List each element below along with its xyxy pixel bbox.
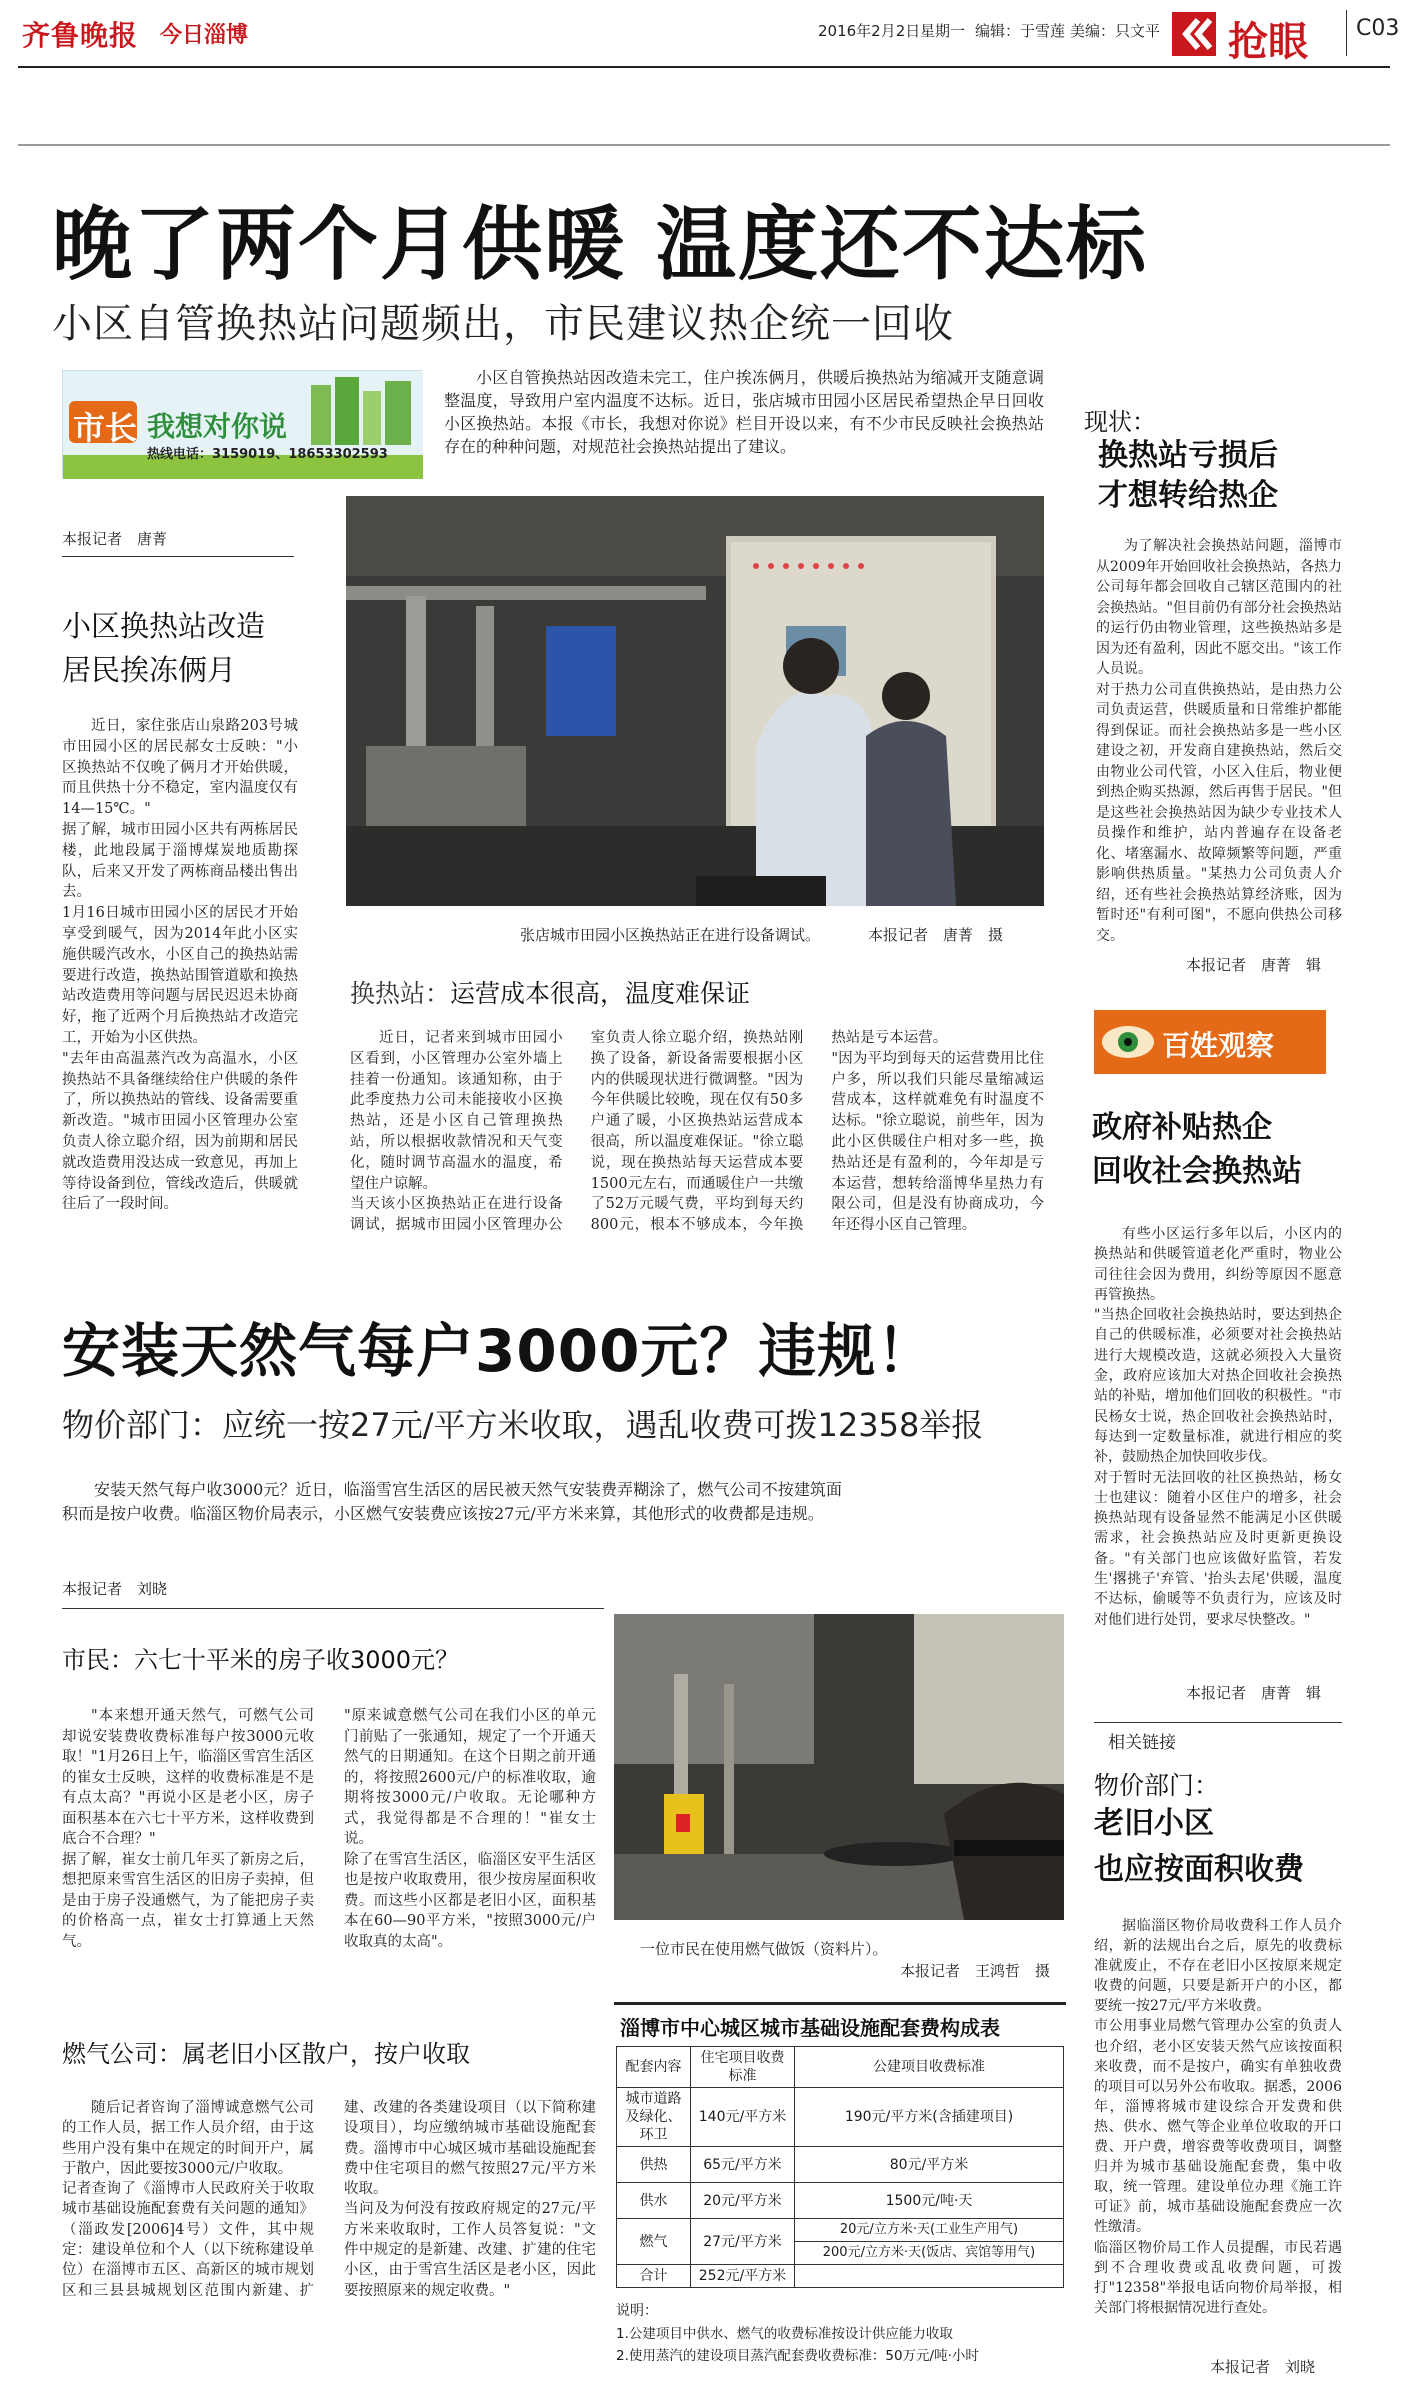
fee-table-cell: 200元/立方米·天(饭店、宾馆等用气) (795, 2242, 1064, 2265)
story2-sec2-body: 随后记者咨询了淄博诚意燃气公司的工作人员，据工作人员介绍，由于这些用户没有集中在规定的时间开户，属于散户，因此要按3000元/户收取。 记者查询了《淄博市人民政府关于收取城市基础设施配套费有关问题的通知》（淄政发[2006]4号）文件，其中规定：建设单位和个人（以下统称建设单位）在淄博市五区、高新区的城市规划区和三县县城规划区范围内新建、扩建、改建的各类建设项目（以下简称建设项目），均应缴纳城市基础设施配套费。淄博市中心城区城市基础设施配套费中住宅项目的燃气按照27元/平方米收取。 当问及为何没有按政府规定的27元/平方米来收取时，工作人员答复说："文件中规定的是新建、改建、扩建的住宅小区，由于雪宫生活区是老小区，因此要按照原来的规定收费。" (62, 2100, 596, 2299)
fee-table-row (617, 2183, 1064, 2219)
story2-sec2-heading-prefix: 燃气公司： (62, 2040, 182, 2068)
fee-table-cell: 140元/平方米 (691, 2088, 795, 2147)
story1-byline: 本报记者 唐菁 (62, 530, 168, 548)
fee-table-cell (795, 2265, 1064, 2288)
fee-table-cell: 190元/平方米(含插建项目) (795, 2088, 1064, 2147)
sidebar1-byline: 本报记者 唐菁 辑 (1186, 956, 1322, 974)
fee-table-cell: 城市道路及绿化、环卫 (617, 2088, 691, 2147)
story1-sec1-heading-line2: 居民挨冻俩月 (62, 653, 237, 687)
story2-sec2-heading (62, 2034, 470, 2069)
mayor-column-banner (62, 370, 422, 478)
sidebar1-body: 为了解决社会换热站问题，淄博市从2009年开始回收社会换热站，各热力公司每年都会回收自己辖区范围内的社会换热站。"但目前仍有部分社会换热站的运行仍由物业管理，这些换热站多是因为还有盈利，因此不愿交出。"该工作人员说。 对于热力公司直供换热站，是由热力公司负责运营，供暖质量和日常维护都能得到保证。而社会换热站多是一些小区建设之初，开发商自建换热站，然后交由物业公司代管，小区入住后，物业便到热企购买热源，然后再售于居民。"但是这些社会换热站因为缺少专业技术人员操作和维护，站内普遍存在设备老化、堵塞漏水、故障频繁等问题，严重影响供热质量。"某热力公司负责人介绍，还有些社会换热站算经济账，因为暂时还"有利可图"，不愿向供热公司移交。 (1096, 538, 1342, 944)
fee-table-cell: 252元/平方米 (691, 2265, 795, 2288)
sidebar1-heading-line2: 才想转给热企 (1098, 478, 1278, 513)
story2-lead: 安装天然气每户收3000元？近日，临淄雪宫生活区的居民被天然气安装费弄糊涂了，燃气公司不按建筑面积而是按户收费。临淄区物价局表示，小区燃气安装费应该按27元/平方米来算，其他形式的收费都是违规。 (62, 1480, 842, 1523)
section-badge (1168, 6, 1316, 64)
sidebar3-heading-line2: 也应按面积收费 (1094, 1852, 1304, 1887)
issue-weekday: 星期一 (920, 22, 966, 40)
page-number: C03 (1356, 16, 1400, 41)
paper-logo: 齐鲁晚报 (22, 19, 139, 52)
fee-table-row (617, 2088, 1064, 2147)
fee-table-notes-title: 说明： (616, 2303, 658, 2319)
eye-icon (1098, 1012, 1158, 1072)
sidebar2-heading-line2: 回收社会换热站 (1092, 1154, 1302, 1189)
story2-subheadline: 物价部门：应统一按27元/平方米收取，遇乱收费可拨12358举报 (62, 1406, 984, 1444)
people-watch-tag (1094, 1010, 1326, 1074)
sidebar2-heading-line1: 政府补贴热企 (1092, 1110, 1272, 1145)
fee-table-cell: 20元/立方米·天(工业生产用气) (795, 2219, 1064, 2242)
story1-sec2-body: 近日，记者来到城市田园小区看到，小区管理办公室外墙上挂着一份通知。该通知称，由于此季度热力公司未能接收小区换热站，还是小区自己管理换热站，所以根据收款情况和天气变化，随时调节高温水的温度，希望住户谅解。 当天该小区换热站正在进行设备调试，据城市田园小区管理办公室负责人徐立聪介绍，换热站刚换了设备，新设备需要根据小区内的供暖现状进行微调整。"因为今年供暖比较晚，现在仅有50多户通了暖，小区换热站运营成本很高，所以温度难保证。"徐立聪说，现在换热站每天运营成本要1500元左右，而通暖住户一共缴了52万元暖气费，平均到每天约800元，根本不够成本，今年换热站是亏本运营。 "因为平均到每天的运营费用比住户多，所以我们只能尽量缩减运营成本，这样就难免有时温度不达标。"徐立聪说，前些年，因为此小区供暖住户相对多一些，换热站还是有盈利的，今年却是亏本运营，想转给淄博华星热力有限公司，但是没有协商成功，今年还得小区自己管理。 (350, 1030, 1044, 1234)
fee-table-cell: 80元/平方米 (795, 2147, 1064, 2183)
banner-title: 市长 (73, 409, 138, 447)
story2-headline: 安装天然气每户3000元？违规！ (62, 1317, 936, 1385)
story2-byline: 本报记者 刘晓 (62, 1580, 168, 1598)
story2-sec1-heading (62, 1640, 459, 1675)
fee-table-row (617, 2147, 1064, 2183)
fee-table-cell: 1500元/吨·天 (795, 2183, 1064, 2219)
photo2-caption: 一位市民在使用燃气做饭（资料片）。 (640, 1940, 888, 1958)
fee-table-note1: 1.公建项目中供水、燃气的收费标准按设计供应能力收取 (616, 2326, 953, 2342)
story1-subheadline: 小区自管换热站问题频出，市民建议热企统一回收 (52, 301, 954, 347)
story2-sec2-heading-text: 属老旧小区散户，按户收取 (182, 2040, 470, 2068)
story1-sec1-body: 近日，家住张店山泉路203号城市田园小区的居民郝女士反映："小区换热站不仅晚了俩月才开始供暖，而且供热十分不稳定，室内温度仅有14—15℃。" 据了解，城市田园小区共有两栋居民楼，此地段属于淄博煤炭地质勘探队，后来又开发了两栋商品楼出售出去。 1月16日城市田园小区的居民才开始享受到暖气，因为2014年此小区实施供暖汽改水，小区自己的换热站需要进行改造，换热站围管道歇和换热站改造费用等问题与居民迟迟未协商好，拖了近两个月后换热站才改造完工，开始为小区供热。 "去年由高温蒸汽改为高温水，小区换热站不具备继续给住户供暖的条件了，所以换热站的管线、设备需要重新改造。"城市田园小区管理办公室负责人徐立聪介绍，因为前期和居民就改造费用没达成一致意见，再加上等待设备到位，管线改造后，供暖就往后了一段时间。 (62, 718, 298, 1213)
section-arrow-icon (1168, 8, 1220, 60)
related-links-tag: 相关链接 (1108, 1733, 1176, 1753)
story1-headline: 晚了两个月供暖 温度还不达标 (52, 198, 1148, 291)
sidebar2-body: 有些小区运行多年以后，小区内的换热站和供暖管道老化严重时，物业公司往往会因为费用，纠纷等原因不愿意再管换热。 "当热企回收社会换热站时，要达到热企自己的供暖标准，必须要对社会换热站进行大规模改造，这就必须投入大量资金，政府应该加大对热企回收社会换热站的补贴，增加他们回收的积极性。"市民杨女士说，热企回收社会换热站时，每达到一定数量标准，就进行相应的奖补，鼓励热企加快回收步伐。 对于暂时无法回收的社区换热站，杨女士也建议：随着小区住户的增多，社会换热站现有设备显然不能满足小区供暖需求，社会换热站应及时更新更换设备。"有关部门也应该做好监管，若发生'撂挑子'弃管、'抬头去尾'供暖，温度不达标，偷暖等不负责行为，应该及时对他们进行处罚，要求尽快整改。" (1094, 1226, 1342, 1628)
fee-table-cell: 65元/平方米 (691, 2147, 795, 2183)
story1-sec2-heading (350, 974, 750, 1010)
editor-credit: 编辑：于雪莲 (975, 22, 1066, 40)
story2-sec1-body: "本来想开通天然气，可燃气公司却说安装费收费标准每户按3000元收取！"1月26日上午，临淄区雪宫生活区的崔女士反映，这样的收费标准是不是有点太高？"再说小区是老小区，房子面积基本在六七十平方米，这样收费到底合不合理？" 据了解，崔女士前几年买了新房之后，想把原来雪宫生活区的旧房子卖掉，但是由于房子没通燃气，为了能把房子卖的价格高一点，崔女士打算通上天然气。 "原来诚意燃气公司在我们小区的单元门前贴了一张通知，规定了一个开通天然气的日期通知。在这个日期之前开通的，将按照2600元/户的标准收取，逾期将按3000元/户收取。无论哪种方式，我觉得都是不合理的！"崔女士说。 除了在雪宫生活区，临淄区安平生活区也是按户收取费用，很少按房屋面积收费。而这些小区都是老旧小区，面积基本在60—90平方米，"按照3000元/户收取真的太高"。 (62, 1708, 596, 1950)
sidebar3-heading-line1: 老旧小区 (1094, 1806, 1214, 1841)
fee-table-title: 淄博市中心城区城市基础设施配套费构成表 (620, 2016, 1000, 2040)
banner-hotline: 热线电话：3159019、18653302593 (147, 447, 388, 462)
sidebar1-heading-line1: 换热站亏损后 (1098, 438, 1278, 473)
fee-table-row (617, 2265, 1064, 2288)
fee-table-header: 公建项目收费标准 (795, 2047, 1064, 2088)
fee-table-cell: 27元/平方米 (691, 2219, 795, 2265)
fee-table-header: 住宅项目收费标准 (691, 2047, 795, 2088)
issue-date: 2016年2月2日 (818, 22, 921, 40)
sidebar2-byline: 本报记者 唐菁 辑 (1186, 1684, 1322, 1702)
fee-table-row (617, 2219, 1064, 2242)
section-title: 抢眼 (1228, 19, 1308, 65)
designer-credit: 美编：只文平 (1070, 22, 1161, 40)
photo1-credit: 本报记者 唐菁 摄 (868, 926, 1004, 944)
heat-station-photo (346, 496, 1044, 906)
gas-stove-photo (614, 1614, 1064, 1920)
fee-table-cell: 供热 (617, 2147, 691, 2183)
fee-table-cell: 燃气 (617, 2219, 691, 2265)
fee-table-header: 配套内容 (617, 2047, 691, 2088)
fee-table-cell: 20元/平方米 (691, 2183, 795, 2219)
sidebar1-label: 现状： (1084, 408, 1156, 436)
sidebar3-byline: 本报记者 刘晓 (1210, 2358, 1316, 2376)
fee-table (616, 2046, 1064, 2288)
edition-name: 今日淄博 (160, 22, 249, 48)
sidebar3-label: 物价部门： (1094, 1771, 1220, 1800)
people-watch-label: 百姓观察 (1162, 1029, 1275, 1062)
story1-sec1-heading-line1: 小区换热站改造 (62, 609, 266, 643)
story2-sec1-heading-prefix: 市民： (62, 1646, 134, 1674)
fee-table-header-row (617, 2047, 1064, 2088)
story1-sec2-heading-prefix: 换热站： (350, 979, 451, 1008)
fee-table-cell: 供水 (617, 2183, 691, 2219)
photo2-credit: 本报记者 王鸿哲 摄 (900, 1962, 1051, 1980)
fee-table-cell: 合计 (617, 2265, 691, 2288)
story2-sec1-heading-text: 六七十平米的房子收3000元？ (134, 1646, 460, 1674)
photo1-caption: 张店城市田园小区换热站正在进行设备调试。 (520, 926, 821, 944)
banner-slogan: 我想对你说 (147, 410, 288, 443)
fee-table-note2: 2.使用蒸汽的建设项目蒸汽配套费收费标准：50万元/吨·小时 (616, 2348, 979, 2364)
sidebar3-body: 据临淄区物价局收费科工作人员介绍，新的法规出台之后，原先的收费标准就废止，不存在老旧小区按原来规定收费的问题，只要是新开户的小区，都要统一按27元/平方米收费。 市公用事业局燃气管理办公室的负责人也介绍，老小区安装天然气应该按面积来收费，而不是按户，确实有单独收费的项目可以另外公布收取。据悉，2006年，淄博将城市建设综合开发费和供热、供水、燃气等企业单位收取的开口费、开户费，增容费等收费项目，调整归并为城市基础设施配套费，集中收取，统一管理。建设单位办理《施工许可证》前，城市基础设施配套费应一次性缴清。 临淄区物价局工作人员提醒，市民若遇到不合理收费或乱收费问题，可拨打"12358"举报电话向物价局举报，相关部门将根据情况进行查处。 (1094, 1918, 1342, 2316)
story1-lead: 小区自管换热站因改造未完工，住户挨冻俩月，供暖后换热站为缩减开支随意调整温度，导致用户室内温度不达标。近日，张店城市田园小区居民希望热企早日回收小区换热站。本报《市长，我想对你说》栏目开设以来，有不少市民反映社会换热站存在的种种问题，对规范社会换热站提出了建议。 (444, 368, 1044, 456)
story1-sec2-heading-text: 运营成本很高，温度难保证 (450, 979, 751, 1008)
